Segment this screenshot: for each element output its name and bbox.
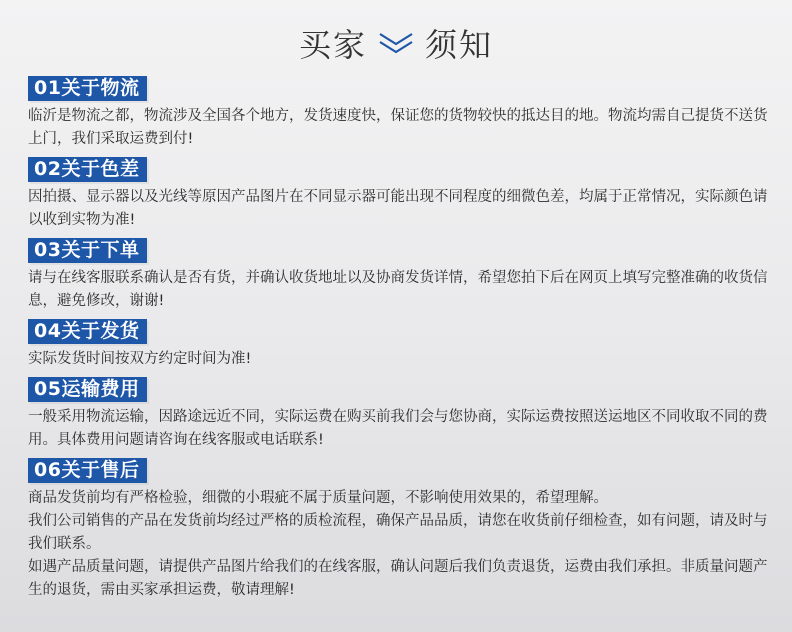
section-title: 02关于色差 (28, 157, 147, 182)
section-color-difference (28, 157, 768, 232)
section-paragraph: 实际发货时间按双方约定时间为准! (28, 351, 252, 367)
section-paragraph: 商品发货前均有严格检验，细微的小瑕疵不属于质量问题，不影响使用效果的，希望理解。 (28, 490, 608, 506)
section-title: 03关于下单 (28, 238, 147, 263)
section-paragraph: 我们公司销售的产品在发货前均经过严格的质检流程，确保产品品质，请您在收货前仔细检查，如有问题，请及时与我们联系。 (28, 513, 768, 552)
section-shipping-fees (28, 377, 768, 452)
section-title: 05运输费用 (28, 377, 147, 402)
header-title-right: 须知 (425, 26, 494, 64)
section-title: 06关于售后 (28, 458, 147, 483)
section-paragraph: 临沂是物流之都，物流涉及全国各个地方，发货速度快，保证您的货物较快的抵达目的地。物流均需自己提货不送货上门，我们采取运费到付! (28, 108, 768, 147)
double-chevron-down-icon (377, 28, 415, 58)
section-paragraph: 因拍摄、显示器以及光线等原因产品图片在不同显示器可能出现不同程度的细微色差，均属于正常情况，实际颜色请以收到实物为准! (28, 189, 768, 228)
notice-content (28, 76, 768, 608)
section-after-sales (28, 458, 768, 602)
section-shipping (28, 319, 768, 371)
section-ordering (28, 238, 768, 313)
section-title: 01关于物流 (28, 76, 147, 101)
section-paragraph: 一般采用物流运输，因路途远近不同，实际运费在购买前我们会与您协商，实际运费按照送运地区不同收取不同的费用。具体费用问题请咨询在线客服或电话联系! (28, 409, 768, 448)
section-logistics (28, 76, 768, 151)
page-header (0, 18, 792, 68)
header-title-left: 买家 (298, 26, 367, 64)
section-title: 04关于发货 (28, 319, 147, 344)
section-paragraph: 请与在线客服联系确认是否有货，并确认收货地址以及协商发货详情，希望您拍下后在网页上填写完整准确的收货信息，避免修改，谢谢! (28, 270, 768, 309)
section-paragraph: 如遇产品质量问题，请提供产品图片给我们的在线客服，确认问题后我们负责退货，运费由我们承担。非质量问题产生的退货，需由买家承担运费，敬请理解! (28, 559, 768, 598)
